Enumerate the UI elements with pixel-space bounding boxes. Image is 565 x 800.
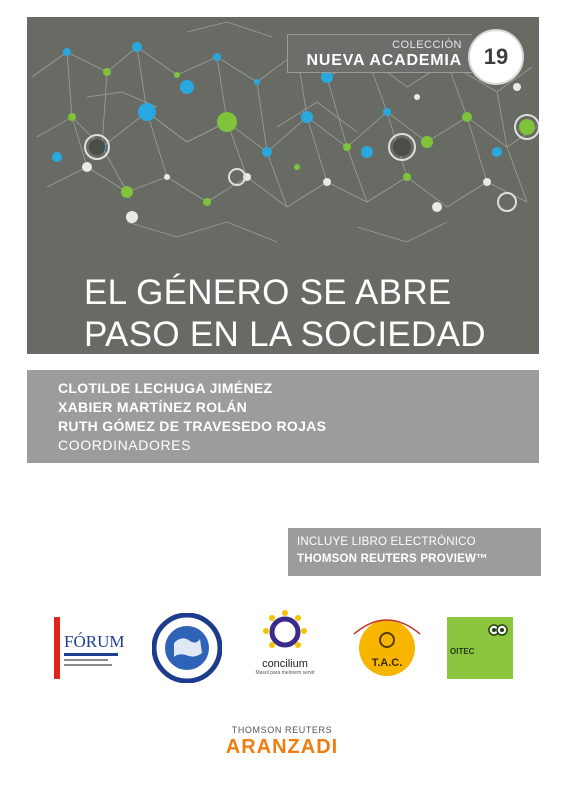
forum-logo	[52, 613, 124, 683]
owl-icon	[487, 621, 509, 643]
concilium-tagline: Masol para melorem servit	[255, 670, 315, 676]
author-name: CLOTILDE LECHUGA JIMÉNEZ	[58, 380, 273, 396]
ebook-band	[288, 528, 541, 576]
tac-logo	[350, 610, 424, 682]
ebook-notice: INCLUYE LIBRO ELECTRÓNICO	[297, 536, 476, 548]
concilium-name: concilium	[262, 658, 308, 670]
book-title-line-1: EL GÉNERO SE ABRE	[84, 273, 452, 312]
concilium-logo	[250, 609, 320, 681]
concilium-ring-icon	[250, 609, 320, 655]
forum-logo-icon	[52, 613, 124, 683]
authors-band	[27, 370, 539, 463]
seal-icon	[152, 613, 222, 683]
author-name: RUTH GÓMEZ DE TRAVESEDO ROJAS	[58, 418, 327, 434]
oitec-logo	[447, 617, 513, 679]
tac-text: T.A.C.	[371, 657, 403, 669]
ebook-platform: THOMSON REUTERS PROVIEW™	[297, 553, 488, 565]
series-label-box	[287, 34, 472, 73]
publisher-name: ARANZADI	[225, 736, 339, 758]
author-name: XABIER MARTÍNEZ ROLÁN	[58, 399, 248, 415]
series-name: NUEVA ACADEMIA	[306, 52, 462, 69]
publisher-logo	[212, 725, 352, 759]
university-seal-logo	[152, 613, 222, 683]
book-title-line-2: PASO EN LA SOCIEDAD	[84, 315, 486, 354]
oitec-name: OITEC	[450, 647, 475, 656]
book-title	[84, 272, 539, 354]
publisher-parent: THOMSON REUTERS	[231, 725, 333, 735]
authors-role: COORDINADORES	[58, 437, 192, 453]
forum-logo-text: FÓRUM	[64, 632, 124, 651]
series-badge	[287, 29, 539, 97]
collection-label: COLECCIÓN	[392, 39, 462, 51]
tac-emblem-icon	[350, 610, 424, 682]
series-number: 19	[468, 29, 524, 85]
